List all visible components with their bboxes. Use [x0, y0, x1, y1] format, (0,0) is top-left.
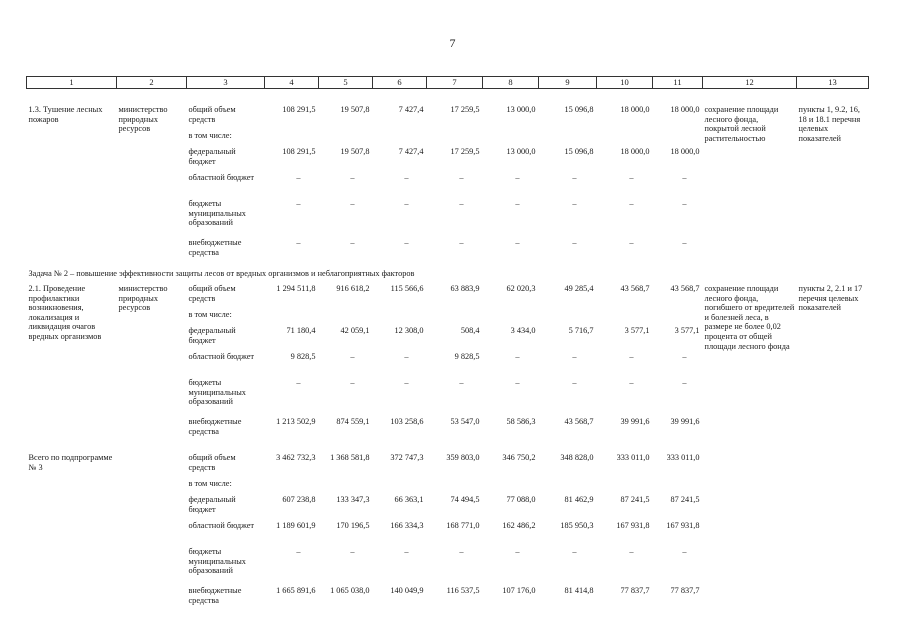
- value-cell: 508,4: [460, 326, 480, 335]
- value-cell: 87 241,5: [620, 495, 650, 504]
- funding-source-label: в том числе:: [188, 479, 232, 488]
- value-cell: –: [350, 199, 355, 208]
- funding-source-label: бюджеты муниципальных образований: [188, 199, 246, 228]
- program-table: [26, 76, 869, 612]
- value-cell: [483, 479, 539, 495]
- value-cell: 58 586,3: [506, 417, 536, 426]
- value-cell: 15 096,8: [564, 105, 594, 114]
- target-indicators: [797, 453, 869, 612]
- value-cell: 3 577,1: [624, 326, 650, 335]
- funding-source-label: областной бюджет: [188, 173, 255, 182]
- value-cell: –: [682, 173, 687, 182]
- value-cell: 19 507,8: [340, 105, 370, 114]
- value-cell: 133 347,3: [336, 495, 370, 504]
- column-header: 10: [597, 77, 653, 89]
- value-cell: 12 308,0: [394, 326, 424, 335]
- value-cell: –: [459, 378, 464, 387]
- expected-result: сохранение площади лесного фонда, покрытой лесной растительностью: [704, 105, 779, 143]
- value-cell: [265, 131, 319, 147]
- table-row: [27, 105, 869, 131]
- value-cell: 49 285,4: [564, 284, 594, 293]
- value-cell: [373, 131, 427, 147]
- value-cell: 74 494,5: [450, 495, 480, 504]
- value-cell: –: [404, 352, 409, 361]
- value-cell: 3 462 732,3: [276, 453, 316, 462]
- value-cell: –: [296, 173, 301, 182]
- value-cell: –: [515, 199, 520, 208]
- value-cell: 170 196,5: [336, 521, 370, 530]
- value-cell: 39 991,6: [670, 417, 700, 426]
- funding-source-label: внебюджетные средства: [188, 586, 242, 605]
- value-cell: 18 000,0: [620, 105, 650, 114]
- value-cell: [427, 131, 483, 147]
- value-cell: 43 568,7: [670, 284, 700, 293]
- spacer-row: [27, 443, 869, 453]
- table-row: [27, 453, 869, 479]
- value-cell: [539, 131, 597, 147]
- column-header: 9: [539, 77, 597, 89]
- column-header: 7: [427, 77, 483, 89]
- value-cell: –: [296, 199, 301, 208]
- value-cell: 346 750,2: [502, 453, 536, 462]
- value-cell: 185 950,3: [560, 521, 594, 530]
- expected-result: [703, 453, 797, 612]
- column-header: 3: [187, 77, 265, 89]
- value-cell: 87 241,5: [670, 495, 700, 504]
- spacer-row: [27, 89, 869, 106]
- task-row: [27, 264, 869, 284]
- value-cell: –: [682, 352, 687, 361]
- value-cell: [653, 310, 703, 326]
- value-cell: 162 486,2: [502, 521, 536, 530]
- value-cell: [373, 310, 427, 326]
- value-cell: –: [515, 547, 520, 556]
- value-cell: 42 059,1: [340, 326, 370, 335]
- value-cell: –: [682, 547, 687, 556]
- value-cell: –: [404, 173, 409, 182]
- value-cell: 108 291,5: [282, 147, 316, 156]
- value-cell: –: [682, 238, 687, 247]
- funding-source-label: в том числе:: [188, 310, 232, 319]
- value-cell: 13 000,0: [506, 105, 536, 114]
- value-cell: –: [572, 238, 577, 247]
- value-cell: 108 291,5: [282, 105, 316, 114]
- value-cell: –: [296, 547, 301, 556]
- value-cell: 18 000,0: [670, 147, 700, 156]
- value-cell: 63 883,9: [450, 284, 480, 293]
- value-cell: 81 414,8: [564, 586, 594, 595]
- value-cell: 167 931,8: [666, 521, 700, 530]
- value-cell: 9 828,5: [290, 352, 316, 361]
- value-cell: [373, 479, 427, 495]
- value-cell: 333 011,0: [616, 453, 650, 462]
- target-indicators: пункты 1, 9.2, 16, 18 и 18.1 перечня целевых показателей: [798, 105, 861, 143]
- value-cell: [265, 310, 319, 326]
- value-cell: –: [682, 199, 687, 208]
- value-cell: 372 747,3: [390, 453, 424, 462]
- funding-source-label: внебюджетные средства: [188, 417, 242, 436]
- value-cell: 5 716,7: [568, 326, 594, 335]
- value-cell: 39 991,6: [620, 417, 650, 426]
- value-cell: –: [350, 547, 355, 556]
- funding-source-label: федеральный бюджет: [188, 147, 236, 166]
- value-cell: –: [350, 173, 355, 182]
- value-cell: –: [296, 238, 301, 247]
- value-cell: –: [459, 547, 464, 556]
- value-cell: 3 434,0: [510, 326, 536, 335]
- task-heading: Задача № 2 – повышение эффективности защиты лесов от вредных организмов и неблагоприятных факторов: [28, 269, 415, 279]
- funding-source-label: в том числе:: [188, 131, 232, 140]
- value-cell: 15 096,8: [564, 147, 594, 156]
- value-cell: –: [515, 238, 520, 247]
- value-cell: 874 559,1: [336, 417, 370, 426]
- column-header: 8: [483, 77, 539, 89]
- value-cell: 168 771,0: [446, 521, 480, 530]
- value-cell: –: [572, 378, 577, 387]
- value-cell: –: [629, 352, 634, 361]
- value-cell: 916 618,2: [336, 284, 370, 293]
- value-cell: 66 363,1: [394, 495, 424, 504]
- value-cell: 77 837,7: [620, 586, 650, 595]
- value-cell: [653, 131, 703, 147]
- funding-source-label: областной бюджет: [188, 352, 255, 361]
- column-header: 11: [653, 77, 703, 89]
- column-header: 4: [265, 77, 319, 89]
- value-cell: –: [350, 378, 355, 387]
- value-cell: [427, 479, 483, 495]
- value-cell: 167 931,8: [616, 521, 650, 530]
- value-cell: 62 020,3: [506, 284, 536, 293]
- funding-source-label: общий объем средств: [188, 284, 236, 303]
- value-cell: –: [350, 238, 355, 247]
- value-cell: 1 189 601,9: [276, 521, 316, 530]
- funding-source-label: федеральный бюджет: [188, 326, 236, 345]
- value-cell: –: [515, 352, 520, 361]
- value-cell: –: [459, 238, 464, 247]
- value-cell: 19 507,8: [340, 147, 370, 156]
- activity-name: 1.3. Тушение лесных пожаров: [28, 105, 103, 124]
- value-cell: 81 462,9: [564, 495, 594, 504]
- value-cell: [427, 310, 483, 326]
- value-cell: –: [404, 238, 409, 247]
- value-cell: 43 568,7: [620, 284, 650, 293]
- value-cell: –: [515, 173, 520, 182]
- value-cell: 1 665 891,6: [276, 586, 316, 595]
- value-cell: [539, 479, 597, 495]
- value-cell: –: [682, 378, 687, 387]
- value-cell: –: [572, 352, 577, 361]
- value-cell: [597, 479, 653, 495]
- value-cell: 3 577,1: [674, 326, 700, 335]
- value-cell: 607 238,8: [282, 495, 316, 504]
- value-cell: 13 000,0: [506, 147, 536, 156]
- value-cell: [597, 131, 653, 147]
- value-cell: [653, 479, 703, 495]
- value-cell: 359 803,0: [446, 453, 480, 462]
- value-cell: –: [459, 199, 464, 208]
- page-number: 7: [449, 36, 456, 50]
- funding-source-label: бюджеты муниципальных образований: [188, 378, 246, 407]
- value-cell: 7 427,4: [398, 105, 424, 114]
- value-cell: 1 294 511,8: [276, 284, 316, 293]
- value-cell: 9 828,5: [454, 352, 480, 361]
- value-cell: –: [629, 199, 634, 208]
- value-cell: [319, 479, 373, 495]
- funding-source-label: внебюджетные средства: [188, 238, 242, 257]
- value-cell: –: [629, 238, 634, 247]
- value-cell: –: [572, 199, 577, 208]
- executor: [117, 453, 187, 612]
- value-cell: 18 000,0: [670, 105, 700, 114]
- value-cell: 53 547,0: [450, 417, 480, 426]
- value-cell: 140 049,9: [390, 586, 424, 595]
- funding-source-label: общий объем средств: [188, 453, 236, 472]
- value-cell: 1 213 502,9: [276, 417, 316, 426]
- value-cell: 115 566,6: [390, 284, 424, 293]
- value-cell: [483, 131, 539, 147]
- funding-source-label: областной бюджет: [188, 521, 255, 530]
- value-cell: –: [404, 547, 409, 556]
- value-cell: –: [296, 378, 301, 387]
- value-cell: –: [404, 199, 409, 208]
- value-cell: 166 334,3: [390, 521, 424, 530]
- column-header: 2: [117, 77, 187, 89]
- value-cell: [597, 310, 653, 326]
- value-cell: 1 368 581,8: [330, 453, 370, 462]
- value-cell: 333 011,0: [666, 453, 700, 462]
- value-cell: –: [515, 378, 520, 387]
- value-cell: –: [629, 378, 634, 387]
- value-cell: –: [629, 173, 634, 182]
- column-header: 6: [373, 77, 427, 89]
- value-cell: [265, 479, 319, 495]
- value-cell: 77 837,7: [670, 586, 700, 595]
- column-header: 1: [27, 77, 117, 89]
- funding-source-label: федеральный бюджет: [188, 495, 236, 514]
- executor: министерство природных ресурсов: [118, 284, 168, 313]
- table-row: [27, 284, 869, 310]
- column-header-row: [27, 77, 869, 89]
- value-cell: [319, 310, 373, 326]
- value-cell: 1 065 038,0: [330, 586, 370, 595]
- value-cell: 103 258,6: [390, 417, 424, 426]
- value-cell: –: [572, 547, 577, 556]
- value-cell: 17 259,5: [450, 105, 480, 114]
- value-cell: –: [459, 173, 464, 182]
- value-cell: –: [404, 378, 409, 387]
- executor: министерство природных ресурсов: [118, 105, 168, 134]
- column-header: 5: [319, 77, 373, 89]
- funding-source-label: бюджеты муниципальных образований: [188, 547, 246, 576]
- activity-name: Всего по подпрограмме № 3: [28, 453, 113, 472]
- funding-source-label: общий объем средств: [188, 105, 236, 124]
- column-header: 13: [797, 77, 869, 89]
- value-cell: 348 828,0: [560, 453, 594, 462]
- expected-result: сохранение площади лесного фонда, погибшего от вредителей и болезней леса, в размере не более 0,02 процента от общей площади лесного фонда: [704, 284, 795, 351]
- value-cell: 116 537,5: [446, 586, 480, 595]
- value-cell: [483, 310, 539, 326]
- value-cell: [539, 310, 597, 326]
- target-indicators: пункты 2, 2.1 и 17 перечня целевых показателей: [798, 284, 863, 313]
- value-cell: 17 259,5: [450, 147, 480, 156]
- value-cell: 43 568,7: [564, 417, 594, 426]
- value-cell: –: [629, 547, 634, 556]
- value-cell: 18 000,0: [620, 147, 650, 156]
- value-cell: [319, 131, 373, 147]
- value-cell: 77 088,0: [506, 495, 536, 504]
- value-cell: –: [350, 352, 355, 361]
- activity-name: 2.1. Проведение профилактики возникновения, локализация и ликвидация очагов вредных организмов: [28, 284, 102, 341]
- column-header: 12: [703, 77, 797, 89]
- value-cell: 7 427,4: [398, 147, 424, 156]
- value-cell: 71 180,4: [286, 326, 316, 335]
- value-cell: –: [572, 173, 577, 182]
- value-cell: 107 176,0: [502, 586, 536, 595]
